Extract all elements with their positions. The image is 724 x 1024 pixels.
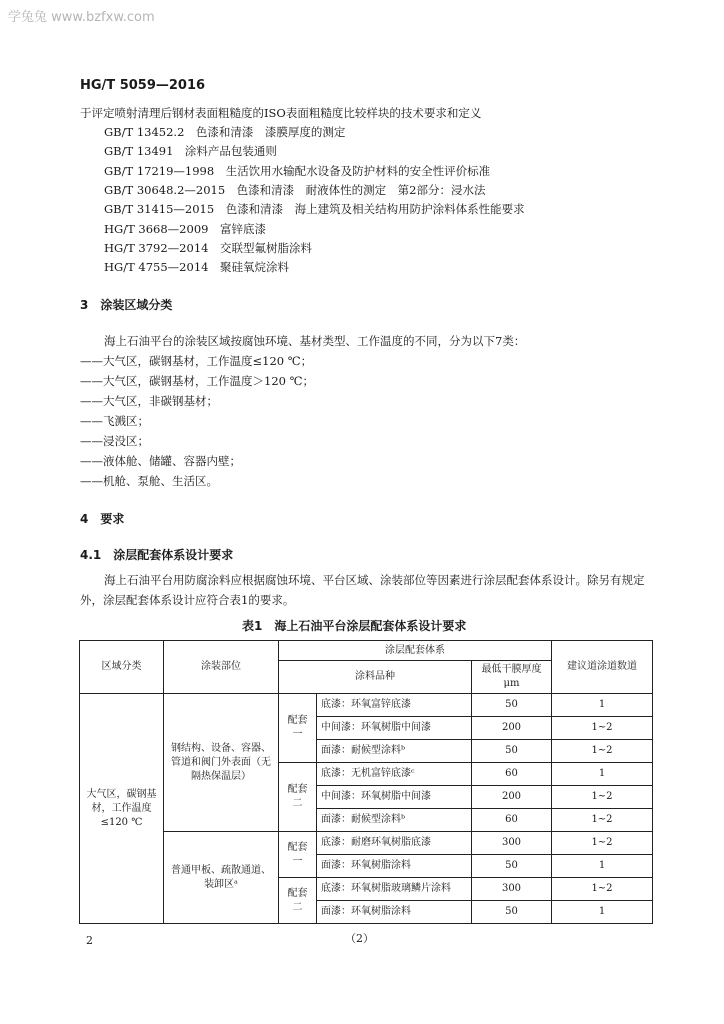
reference-line: GB/T 17219—1998 生活饮用水输配水设备及防护材料的安全性评价标准: [104, 164, 491, 178]
coats-cell: 1: [552, 901, 653, 924]
dft-cell: 50: [472, 694, 552, 717]
reference-line: GB/T 31415—2015 色漆和清漆 海上建筑及相关结构用防护涂料体系性能要求: [104, 202, 525, 216]
zone-cell: 大气区，碳钢基材，工作温度≤120 ℃: [80, 694, 164, 924]
set-cell: 配套二: [279, 763, 317, 832]
dft-cell: 60: [472, 763, 552, 786]
coats-cell: 1~2: [552, 740, 653, 763]
set-cell: 配套一: [279, 832, 317, 878]
dft-cell: 50: [472, 901, 552, 924]
section-3-intro: 海上石油平台的涂装区域按腐蚀环境、基材类型、工作温度的不同，分为以下7类：: [104, 334, 526, 348]
coats-cell: 1~2: [552, 717, 653, 740]
reference-line: HG/T 3792—2014 交联型氟树脂涂料: [104, 241, 312, 255]
header-coats: 建议道涂道数道: [552, 641, 653, 694]
coating-system-table: [79, 640, 653, 924]
coats-cell: 1: [552, 855, 653, 878]
watermark: 学兔兔 www.bzfxw.com: [8, 10, 155, 25]
reference-line: GB/T 30648.2—2015 色漆和清漆 耐液体性的测定 第2部分：浸水法: [104, 183, 486, 197]
header-dft-label: 最低干膜厚度: [481, 664, 542, 675]
product-cell: 底漆：环氧树脂玻璃鳞片涂料: [317, 878, 472, 901]
zone-list-item: ——大气区，碳钢基材，工作温度≤120 ℃；: [80, 354, 313, 368]
reference-line: HG/T 4755—2014 聚硅氧烷涂料: [104, 260, 289, 274]
table-row: [80, 694, 653, 717]
coats-cell: 1~2: [552, 878, 653, 901]
set-cell: 配套二: [279, 878, 317, 924]
zone-list-item: ——浸没区；: [80, 434, 149, 448]
part-cell: 钢结构、设备、容器、管道和阀门外表面（无隔热保温层）: [164, 694, 279, 832]
coats-cell: 1: [552, 694, 653, 717]
dft-cell: 50: [472, 855, 552, 878]
product-cell: 面漆：环氧树脂涂料: [317, 855, 472, 878]
dft-cell: 200: [472, 786, 552, 809]
section-4-1-paragraph: 海上石油平台用防腐涂料应根据腐蚀环境、平台区域、涂装部位等因素进行涂层配套体系设计。除另有规定外，涂层配套体系设计应符合表1的要求。: [80, 573, 645, 607]
set-cell: 配套一: [279, 694, 317, 763]
zone-list-item: ——机舱、泵舱、生活区。: [80, 474, 218, 488]
header-system: 涂层配套体系: [279, 641, 552, 661]
page-number: 2: [86, 934, 93, 947]
header-part: 涂装部位: [164, 641, 279, 694]
header-dft-unit: μm: [503, 678, 520, 689]
product-cell: 底漆：环氧富锌底漆: [317, 694, 472, 717]
product-cell: 面漆：耐候型涂料ᵇ: [317, 809, 472, 832]
dft-cell: 50: [472, 740, 552, 763]
product-cell: 底漆：耐磨环氧树脂底漆: [317, 832, 472, 855]
product-cell: 中间漆：环氧树脂中间漆: [317, 717, 472, 740]
header-product: 涂料品种: [279, 661, 472, 694]
coats-cell: 1~2: [552, 832, 653, 855]
table-caption: 表1 海上石油平台涂层配套体系设计要求: [242, 619, 467, 633]
dft-cell: 200: [472, 717, 552, 740]
reference-line: GB/T 13491 涂料产品包装通则: [104, 144, 277, 158]
zone-list-item: ——液体舱、储罐、容器内壁；: [80, 454, 241, 468]
reference-line: HG/T 3668—2009 富锌底漆: [104, 222, 266, 236]
standard-number: HG/T 5059—2016: [80, 78, 206, 93]
dft-cell: 300: [472, 878, 552, 901]
section-4-1-heading: 4.1 涂层配套体系设计要求: [80, 548, 234, 562]
sequence-number: （2）: [345, 932, 374, 945]
product-cell: 面漆：耐候型涂料ᵇ: [317, 740, 472, 763]
section-4-heading: 4 要求: [80, 512, 125, 526]
coats-cell: 1~2: [552, 809, 653, 832]
product-cell: 面漆：环氧树脂涂料: [317, 901, 472, 924]
product-cell: 中间漆：环氧树脂中间漆: [317, 786, 472, 809]
reference-line: GB/T 13452.2 色漆和清漆 漆膜厚度的测定: [104, 125, 346, 139]
header-zone: 区域分类: [80, 641, 164, 694]
header-dft: [472, 661, 552, 694]
coats-cell: 1: [552, 763, 653, 786]
dft-cell: 60: [472, 809, 552, 832]
part-cell: 普通甲板、疏散通道、装卸区ᵃ: [164, 832, 279, 924]
zone-list-item: ——飞溅区；: [80, 414, 149, 428]
zone-list-item: ——大气区，碳钢基材，工作温度＞120 ℃；: [80, 374, 314, 388]
reference-line: 于评定喷射清理后钢材表面粗糙度的ISO表面粗糙度比较样块的技术要求和定义: [80, 106, 482, 120]
coats-cell: 1~2: [552, 786, 653, 809]
table-row: [80, 832, 653, 855]
zone-list-item: ——大气区，非碳钢基材；: [80, 394, 218, 408]
dft-cell: 300: [472, 832, 552, 855]
product-cell: 底漆：无机富锌底漆ᶜ: [317, 763, 472, 786]
section-3-heading: 3 涂装区域分类: [80, 298, 173, 312]
